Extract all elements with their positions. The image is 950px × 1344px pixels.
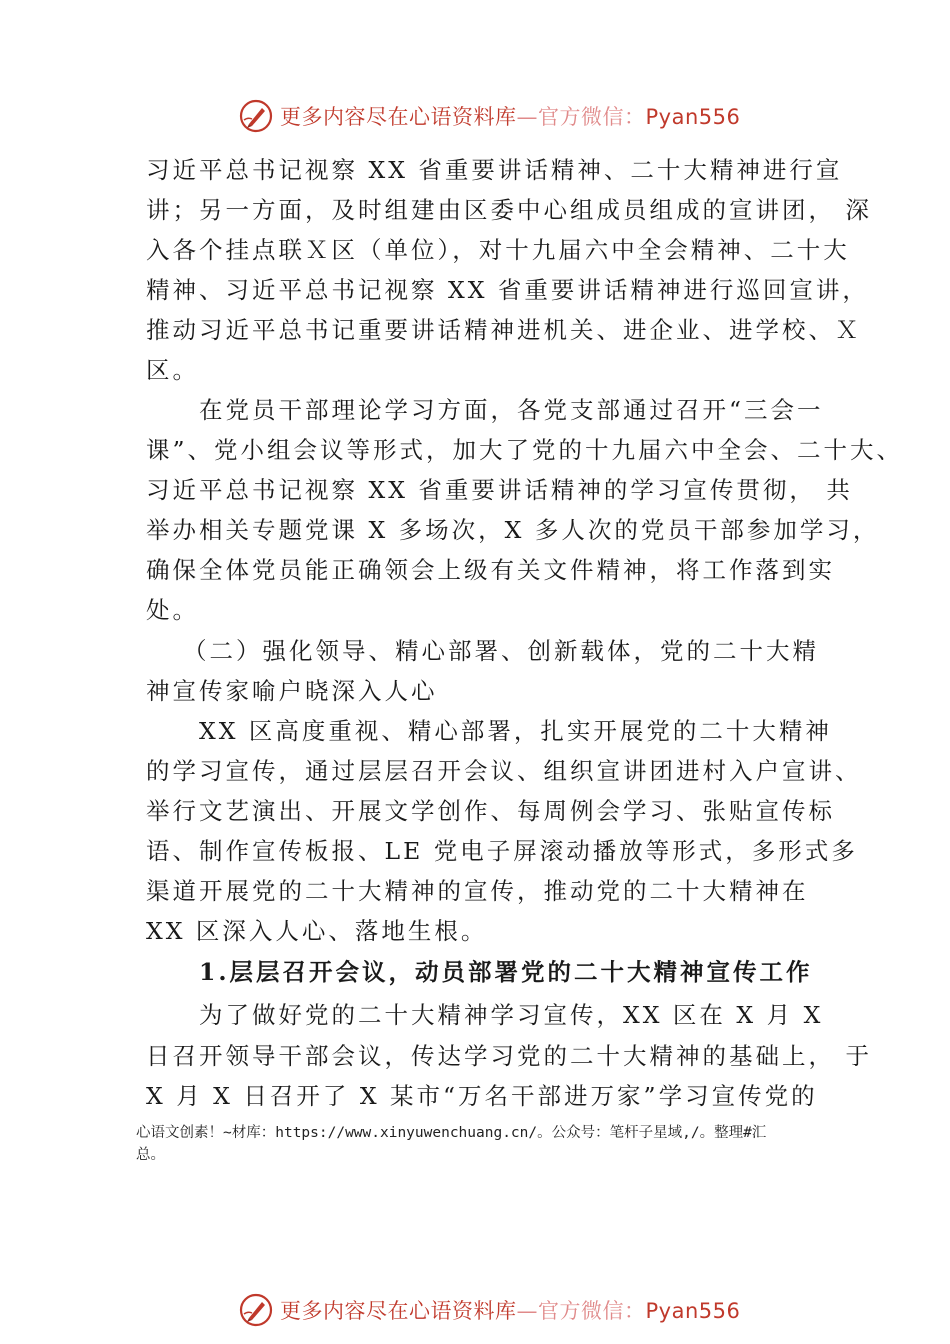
text-line: 渠道开展党的二十大精神的宣传，推动党的二十大精神在 <box>146 877 809 905</box>
quill-pen-logo-icon <box>238 1292 274 1328</box>
text-line: X 月 X 日召开了 X 某市“万名干部进万家”学习宣传党的 <box>146 1082 818 1110</box>
text-line: 在党员干部理论学习方面，各党支部通过召开“三会一 <box>146 396 824 424</box>
text-line: 推动习近平总书记重要讲话精神进机关、进企业、进学校、Ｘ <box>146 316 862 344</box>
text-line: 举办相关专题党课 X 多场次，X 多人次的党员干部参加学习， <box>146 516 880 544</box>
banner-text-b: —官方微信： <box>516 1299 646 1323</box>
footer-banner <box>238 1290 758 1330</box>
text-line: 的学习宣传，通过层层召开会议、组织宣讲团进村入户宣讲、 <box>146 757 862 785</box>
text-line: 区。 <box>146 356 199 384</box>
banner-text <box>280 1295 740 1325</box>
text-line: 确保全体党员能正确领会上级有关文件精神，将工作落到实 <box>146 556 835 584</box>
text-line: XX 区深入人心、落地生根。 <box>146 917 488 945</box>
footer-note <box>136 1122 836 1166</box>
text-line: 举行文艺演出、开展文学创作、每周例会学习、张贴宣传标 <box>146 797 835 825</box>
text-line: 入各个挂点联Ｘ区（单位），对十九届六中全会精神、二十大 <box>146 236 850 264</box>
section-heading: 神宣传家喻户晓深入人心 <box>146 677 438 705</box>
text-line: 精神、习近平总书记视察 XX 省重要讲话精神进行巡回宣讲， <box>146 276 869 304</box>
text-line: 日召开领导干部会议，传达学习党的二十大精神的基础上， 于 <box>146 1042 872 1070</box>
section-heading: （二）强化领导、精心部署、创新载体，党的二十大精 <box>146 637 819 665</box>
banner-text-c: Pyan556 <box>645 1299 741 1323</box>
text-line: XX 区高度重视、精心部署，扎实开展党的二十大精神 <box>146 717 832 745</box>
footer-line-2: 总。 <box>136 1147 165 1163</box>
text-line: 课”、党小组会议等形式，加大了党的十九届六中全会、二十大、 <box>146 436 904 464</box>
banner-text-b: —官方微信： <box>516 105 646 129</box>
text-line: 讲；另一方面，及时组建由区委中心组成员组成的宣讲团， 深 <box>146 196 872 224</box>
quill-pen-logo-icon <box>238 98 274 134</box>
footer-line-1: 心语文创素！~材库：https://www.xinyuwenchuang.cn/。公众号：笔杆子星域,/。整理#汇 <box>136 1125 767 1141</box>
text-line: 习近平总书记视察 XX 省重要讲话精神的学习宣传贯彻， 共 <box>146 476 853 504</box>
text-line: 处。 <box>146 596 199 624</box>
subsection-heading: 1.层层召开会议，动员部署党的二十大精神宣传工作 <box>146 958 813 986</box>
text-line: 习近平总书记视察 XX 省重要讲话精神、二十大精神进行宣 <box>146 156 843 184</box>
text-line: 为了做好党的二十大精神学习宣传，XX 区在 X 月 X <box>146 1001 824 1029</box>
header-banner <box>238 96 758 136</box>
banner-text-a: 更多内容尽在心语资料库 <box>280 105 517 129</box>
text-line: 语、制作宣传板报、LE 党电子屏滚动播放等形式，多形式多 <box>146 837 858 865</box>
banner-text-c: Pyan556 <box>645 105 741 129</box>
banner-text-a: 更多内容尽在心语资料库 <box>280 1299 517 1323</box>
banner-text <box>280 101 740 131</box>
